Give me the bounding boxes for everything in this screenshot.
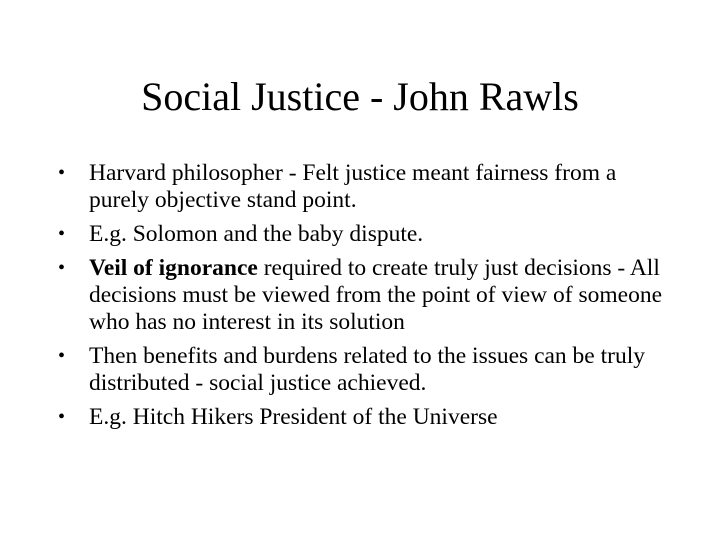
bullet-list (58, 160, 678, 438)
bullet-item-veil-of-ignorance (58, 255, 678, 336)
bullet-bold-term: Veil of ignorance (89, 255, 258, 281)
slide-title: Social Justice - John Rawls (141, 74, 579, 119)
bullet-item-harvard-philosopher (58, 160, 678, 214)
bullet-icon: • (58, 223, 66, 245)
bullet-icon: • (58, 162, 66, 184)
bullet-icon: • (58, 406, 66, 428)
bullet-text: required to create truly just decisions - All decisions must be viewed from the point of view of someone who has no interest in its solution (89, 255, 663, 335)
bullet-item-solomon (58, 221, 678, 248)
bullet-text: E.g. Hitch Hikers President of the Universe (89, 404, 498, 430)
bullet-text: E.g. Solomon and the baby dispute. (89, 221, 424, 247)
bullet-text: Then benefits and burdens related to the issues can be truly distributed - social justice achieved. (89, 343, 645, 396)
bullet-icon: • (58, 257, 66, 279)
bullet-text: Harvard philosopher - Felt justice meant fairness from a purely objective stand point. (89, 160, 617, 213)
bullet-icon: • (58, 345, 66, 367)
bullet-item-benefits-burdens (58, 343, 678, 397)
bullet-item-hitch-hikers (58, 404, 678, 431)
